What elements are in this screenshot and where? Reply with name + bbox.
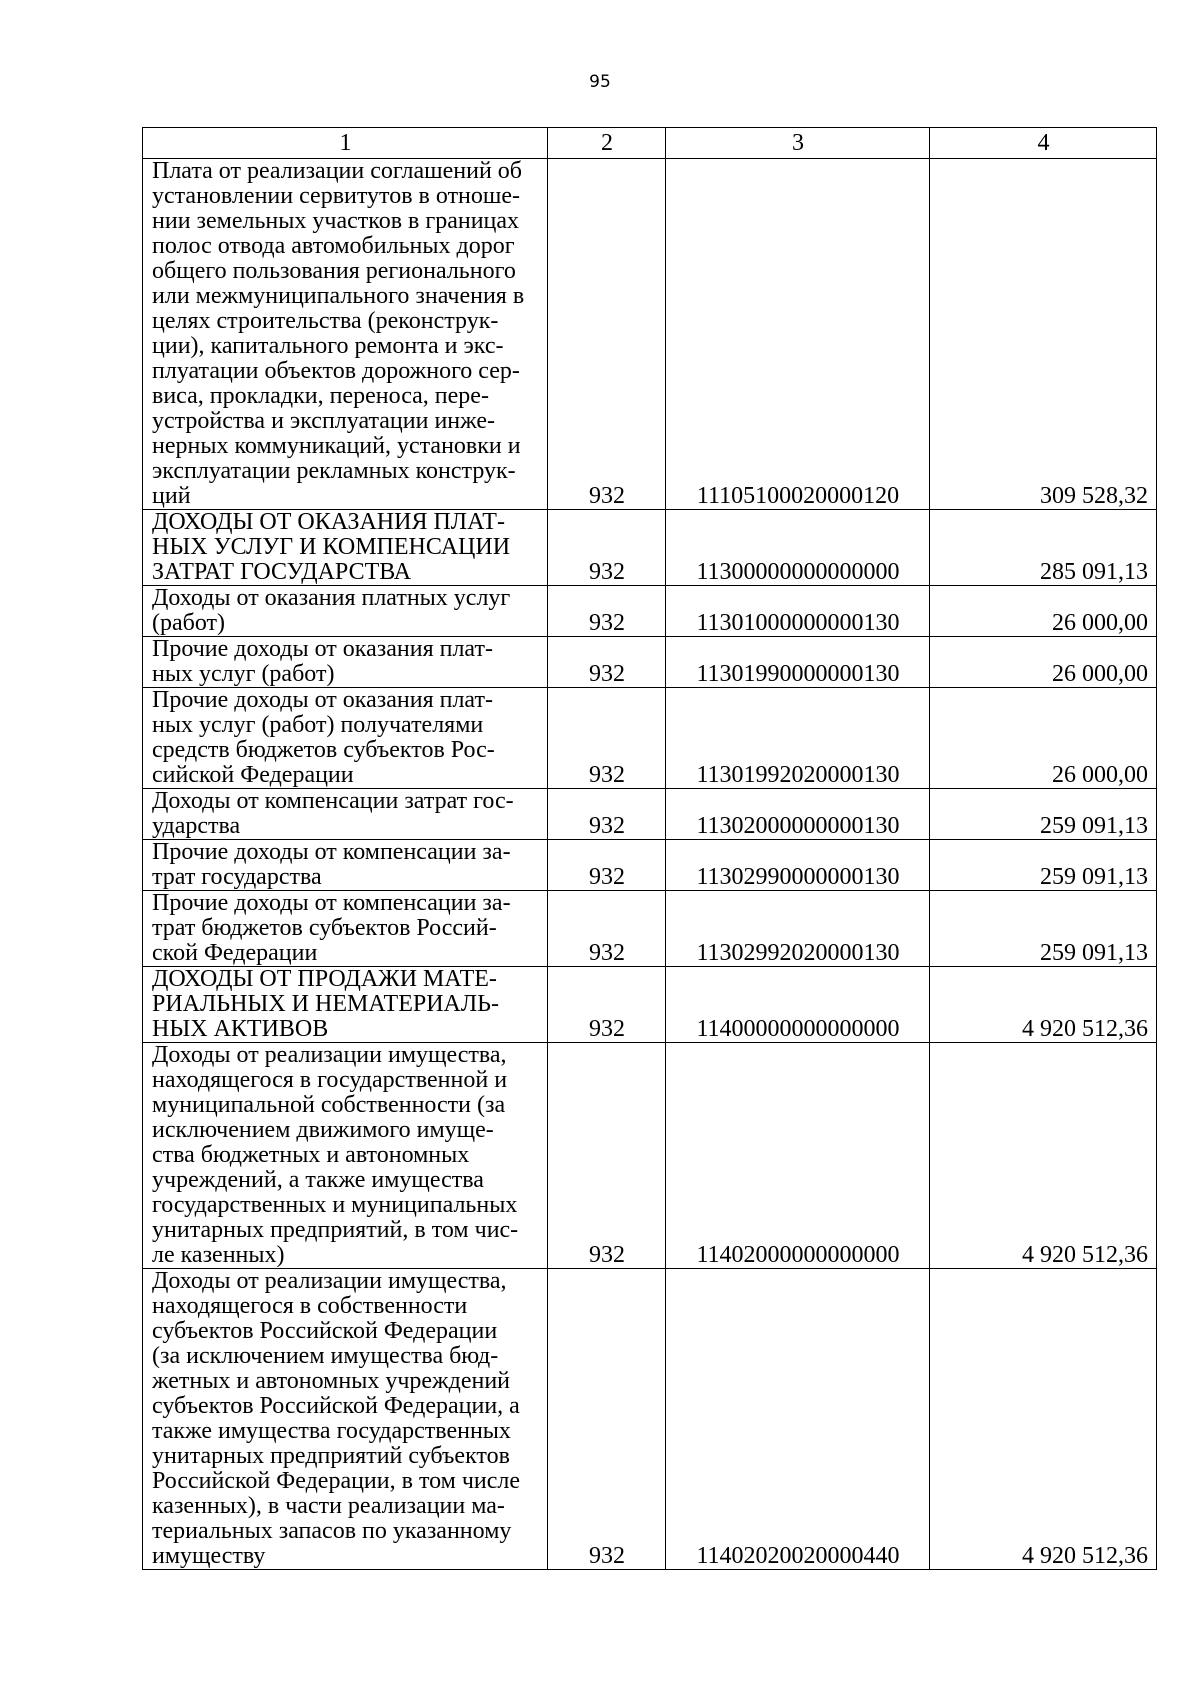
table-header-row (143, 128, 1157, 159)
table-row (143, 637, 1157, 688)
column-header-1: 1 (143, 128, 548, 159)
revenue-name-cell (143, 159, 548, 510)
amount-cell: 259 091,13 (930, 891, 1157, 967)
admin-code-cell: 932 (548, 1043, 666, 1269)
revenue-name-line: ДОХОДЫ ОТ ПРОДАЖИ МАТЕ- (152, 966, 497, 992)
revenue-name-line: или межмуниципального значения в (152, 283, 525, 309)
revenue-name-line: Российской Федерации, в том числе (152, 1468, 521, 1494)
revenue-name-line: общего пользования регионального (152, 258, 516, 284)
amount-cell: 259 091,13 (930, 840, 1157, 891)
revenue-name-line: целях строительства (реконструк- (152, 308, 499, 334)
revenue-name-line: Прочие доходы от оказания плат- (152, 687, 493, 713)
revenue-name-line: исключением движимого имуще- (152, 1117, 494, 1143)
budget-classification-code-cell: 11302990000000130 (666, 840, 930, 891)
revenue-name-line: казенных), в части реализации ма- (152, 1493, 505, 1519)
revenue-name-line: имуществу (152, 1543, 266, 1569)
revenue-name-line: эксплуатации рекламных конструк- (152, 458, 516, 484)
admin-code-cell: 932 (548, 840, 666, 891)
revenue-name-line: унитарных предприятий, в том чис- (152, 1217, 519, 1243)
admin-code-cell: 932 (548, 891, 666, 967)
revenue-name-line: устройства и эксплуатации инже- (152, 408, 496, 434)
revenue-name-line: ции), капитального ремонта и экс- (152, 333, 504, 359)
amount-cell: 26 000,00 (930, 688, 1157, 789)
revenue-name-line: (за исключением имущества бюд- (152, 1343, 499, 1369)
revenue-name-cell (143, 789, 548, 840)
table-row (143, 688, 1157, 789)
revenue-name-line: НЫХ АКТИВОВ (152, 1016, 329, 1042)
revenue-name-line: (работ) (152, 610, 226, 636)
admin-code-cell: 932 (548, 967, 666, 1043)
revenue-name-line: Плата от реализации соглашений об (152, 158, 523, 184)
revenue-name-line: ударства (152, 813, 241, 839)
table-row (143, 159, 1157, 510)
budget-classification-code-cell: 11301990000000130 (666, 637, 930, 688)
amount-cell: 4 920 512,36 (930, 1269, 1157, 1570)
revenue-name-line: Доходы от оказания платных услуг (152, 585, 511, 611)
revenue-name-line: ДОХОДЫ ОТ ОКАЗАНИЯ ПЛАТ- (152, 509, 505, 535)
revenue-name-line: териальных запасов по указанному (152, 1518, 512, 1544)
revenue-name-line: муниципальной собственности (за (152, 1092, 506, 1118)
revenue-name-line: Доходы от реализации имущества, (152, 1042, 507, 1068)
revenue-name-line: полос отвода автомобильных дорог (152, 233, 515, 259)
admin-code-cell: 932 (548, 789, 666, 840)
revenue-name-line: учреждений, а также имущества (152, 1167, 484, 1193)
column-header-2: 2 (548, 128, 666, 159)
budget-classification-code-cell: 11300000000000000 (666, 510, 930, 586)
revenue-name-line: трат бюджетов субъектов Россий- (152, 915, 497, 941)
revenue-table (142, 127, 1157, 1570)
table-row (143, 1269, 1157, 1570)
revenue-name-line: Доходы от реализации имущества, (152, 1268, 507, 1294)
budget-classification-code-cell: 11105100020000120 (666, 159, 930, 510)
revenue-name-cell (143, 840, 548, 891)
amount-cell: 285 091,13 (930, 510, 1157, 586)
revenue-name-line: унитарных предприятий субъектов (152, 1443, 510, 1469)
budget-classification-code-cell: 11302000000000130 (666, 789, 930, 840)
revenue-name-cell (143, 688, 548, 789)
amount-cell: 4 920 512,36 (930, 1043, 1157, 1269)
revenue-name-line: сийской Федерации (152, 762, 354, 788)
revenue-name-line: ства бюджетных и автономных (152, 1142, 470, 1168)
revenue-name-line: НЫХ УСЛУГ И КОМПЕНСАЦИИ (152, 534, 511, 560)
revenue-name-line: Прочие доходы от оказания плат- (152, 636, 493, 662)
revenue-name-line: плуатации объектов дорожного сер- (152, 358, 520, 384)
revenue-name-cell (143, 1043, 548, 1269)
budget-classification-code-cell: 11301992020000130 (666, 688, 930, 789)
table-row (143, 891, 1157, 967)
budget-classification-code-cell: 11302992020000130 (666, 891, 930, 967)
revenue-name-line: также имущества государственных (152, 1418, 511, 1444)
revenue-name-line: нии земельных участков в границах (152, 208, 520, 234)
budget-classification-code-cell: 11402000000000000 (666, 1043, 930, 1269)
admin-code-cell: 932 (548, 510, 666, 586)
revenue-name-line: субъектов Российской Федерации, а (152, 1393, 520, 1419)
revenue-name-line: Прочие доходы от компенсации за- (152, 890, 511, 916)
table-row (143, 840, 1157, 891)
revenue-name-cell (143, 891, 548, 967)
table-row (143, 1043, 1157, 1269)
revenue-name-line: ных услуг (работ) получателями (152, 712, 484, 738)
table-row (143, 510, 1157, 586)
revenue-name-cell (143, 967, 548, 1043)
table-row (143, 789, 1157, 840)
revenue-name-line: виса, прокладки, переноса, пере- (152, 383, 489, 409)
revenue-name-line: ле казенных) (152, 1242, 285, 1268)
amount-cell: 309 528,32 (930, 159, 1157, 510)
revenue-name-cell (143, 586, 548, 637)
revenue-name-line: ций (152, 483, 191, 509)
amount-cell: 26 000,00 (930, 637, 1157, 688)
admin-code-cell: 932 (548, 637, 666, 688)
column-header-4: 4 (930, 128, 1157, 159)
table-row (143, 586, 1157, 637)
table-row (143, 967, 1157, 1043)
revenue-name-line: государственных и муниципальных (152, 1192, 518, 1218)
amount-cell: 26 000,00 (930, 586, 1157, 637)
budget-classification-code-cell: 11301000000000130 (666, 586, 930, 637)
admin-code-cell: 932 (548, 586, 666, 637)
budget-classification-code-cell: 11402020020000440 (666, 1269, 930, 1570)
revenue-name-line: Доходы от компенсации затрат гос- (152, 788, 514, 814)
amount-cell: 4 920 512,36 (930, 967, 1157, 1043)
revenue-name-line: находящегося в собственности (152, 1293, 468, 1319)
revenue-name-line: РИАЛЬНЫХ И НЕМАТЕРИАЛЬ- (152, 991, 499, 1017)
admin-code-cell: 932 (548, 688, 666, 789)
revenue-name-cell (143, 1269, 548, 1570)
revenue-name-cell (143, 637, 548, 688)
revenue-name-line: ных услуг (работ) (152, 661, 335, 687)
revenue-name-line: находящегося в государственной и (152, 1067, 508, 1093)
revenue-name-line: ЗАТРАТ ГОСУДАРСТВА (152, 559, 412, 585)
revenue-name-line: нерных коммуникаций, установки и (152, 433, 521, 459)
revenue-name-line: Прочие доходы от компенсации за- (152, 839, 511, 865)
revenue-name-line: средств бюджетов субъектов Рос- (152, 737, 495, 763)
revenue-name-line: жетных и автономных учреждений (152, 1368, 511, 1394)
page-number: 95 (589, 72, 611, 92)
revenue-name-line: субъектов Российской Федерации (152, 1318, 498, 1344)
admin-code-cell: 932 (548, 1269, 666, 1570)
revenue-name-line: трат государства (152, 864, 322, 890)
column-header-3: 3 (666, 128, 930, 159)
budget-classification-code-cell: 11400000000000000 (666, 967, 930, 1043)
amount-cell: 259 091,13 (930, 789, 1157, 840)
revenue-name-cell (143, 510, 548, 586)
revenue-name-line: установлении сервитутов в отноше- (152, 183, 521, 209)
revenue-name-line: ской Федерации (152, 940, 318, 966)
admin-code-cell: 932 (548, 159, 666, 510)
